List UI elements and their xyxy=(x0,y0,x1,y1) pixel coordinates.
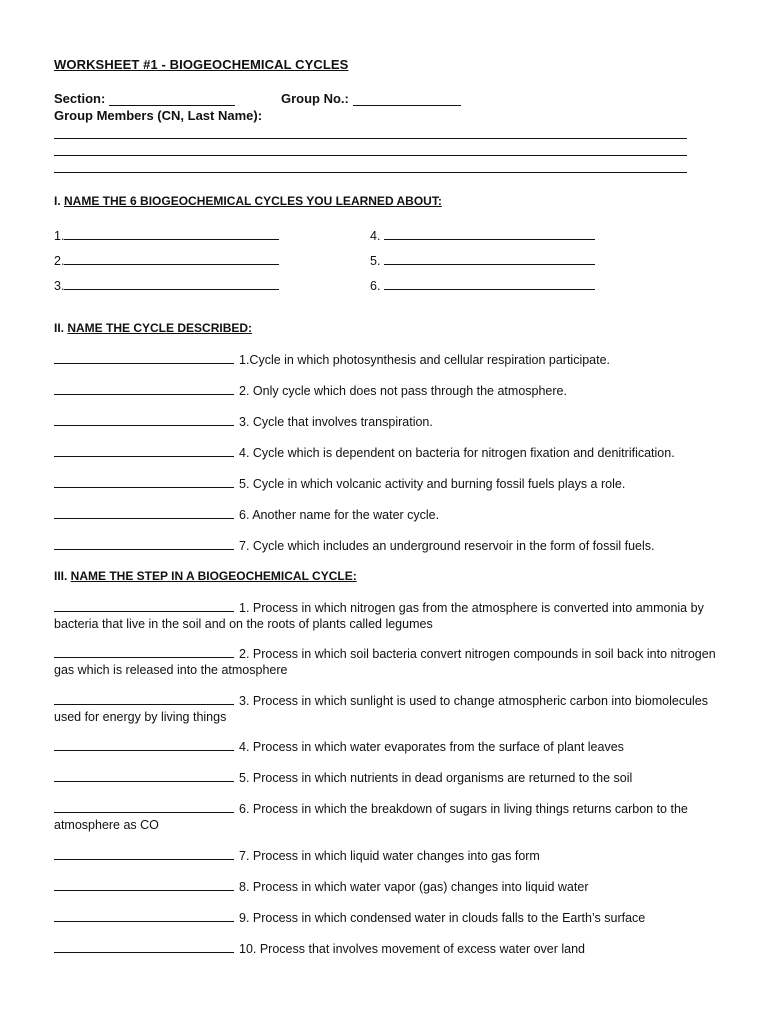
answer-blank[interactable] xyxy=(54,738,234,751)
answer-blank[interactable] xyxy=(54,599,234,612)
step-question-3: 3. Process in which sunlight is used to change atmospheric carbon into biomolecules used for energy by living things xyxy=(54,694,709,724)
answer-blank[interactable] xyxy=(54,878,234,891)
answer-blank[interactable] xyxy=(54,444,234,457)
step-question-6: 6. Process in which the breakdown of sugars in living things returns carbon to the atmosphere as CO xyxy=(54,802,688,832)
cycle-question-2: 2. Only cycle which does not pass through the atmosphere. xyxy=(54,382,567,399)
cycle-answer-2[interactable]: 2. xyxy=(54,252,279,268)
answer-blank[interactable] xyxy=(54,351,234,364)
group-members-label: Group Members (CN, Last Name): xyxy=(54,108,263,123)
answer-blank[interactable] xyxy=(54,800,234,813)
part1-heading: I. NAME THE 6 BIOGEOCHEMICAL CYCLES YOU LEARNED ABOUT: xyxy=(54,194,442,208)
step-question-10: 10. Process that involves movement of excess water over land xyxy=(54,940,718,957)
cycle-question-7: 7. Cycle which includes an underground reservoir in the form of fossil fuels. xyxy=(54,537,654,554)
step-question-7: 7. Process in which liquid water changes into gas form xyxy=(54,847,718,864)
section-field[interactable] xyxy=(109,93,235,106)
part2-heading: II. NAME THE CYCLE DESCRIBED: xyxy=(54,321,253,335)
cycle-answer-3[interactable]: 3. xyxy=(54,277,279,293)
cycle-question-4: 4. Cycle which is dependent on bacteria for nitrogen fixation and denitrification. xyxy=(54,444,675,461)
answer-blank[interactable] xyxy=(54,692,234,705)
members-line-2[interactable] xyxy=(54,155,687,156)
cycle-answer-4[interactable]: 4. xyxy=(370,227,595,243)
step-question-9: 9. Process in which condensed water in clouds falls to the Earth’s surface xyxy=(54,909,718,926)
cycle-answer-5[interactable]: 5. xyxy=(370,252,595,268)
answer-blank[interactable] xyxy=(54,940,234,953)
answer-blank[interactable] xyxy=(54,537,234,550)
worksheet-title: WORKSHEET #1 - BIOGEOCHEMICAL CYCLES xyxy=(54,57,349,72)
members-line-1[interactable] xyxy=(54,138,687,139)
cycle-question-3: 3. Cycle that involves transpiration. xyxy=(54,413,433,430)
answer-blank[interactable] xyxy=(54,506,234,519)
part3-heading: III. NAME THE STEP IN A BIOGEOCHEMICAL CYCLE: xyxy=(54,569,357,583)
step-question-8: 8. Process in which water vapor (gas) changes into liquid water xyxy=(54,878,718,895)
answer-blank[interactable] xyxy=(54,769,234,782)
cycle-answer-1[interactable]: 1. xyxy=(54,227,279,243)
step-question-1: 1. Process in which nitrogen gas from the atmosphere is converted into ammonia by bacteria that live in the soil and on the roots of plants called legumes xyxy=(54,601,704,631)
step-question-2: 2. Process in which soil bacteria convert nitrogen compounds in soil back into nitrogen gas which is released into the atmosphere xyxy=(54,647,716,677)
answer-blank[interactable] xyxy=(54,475,234,488)
answer-blank[interactable] xyxy=(54,645,234,658)
cycle-question-1: 1.Cycle in which photosynthesis and cellular respiration participate. xyxy=(54,351,610,368)
cycle-question-5: 5. Cycle in which volcanic activity and burning fossil fuels plays a role. xyxy=(54,475,625,492)
answer-blank[interactable] xyxy=(54,909,234,922)
group-no-label: Group No.: xyxy=(281,91,349,106)
group-no-field[interactable] xyxy=(353,93,461,106)
step-question-4: 4. Process in which water evaporates from the surface of plant leaves xyxy=(54,738,718,755)
step-question-5: 5. Process in which nutrients in dead organisms are returned to the soil xyxy=(54,769,718,786)
answer-blank[interactable] xyxy=(54,382,234,395)
answer-blank[interactable] xyxy=(54,413,234,426)
members-line-3[interactable] xyxy=(54,172,687,173)
answer-blank[interactable] xyxy=(54,847,234,860)
section-label: Section: xyxy=(54,91,106,106)
cycle-question-6: 6. Another name for the water cycle. xyxy=(54,506,439,523)
cycle-answer-6[interactable]: 6. xyxy=(370,277,595,293)
